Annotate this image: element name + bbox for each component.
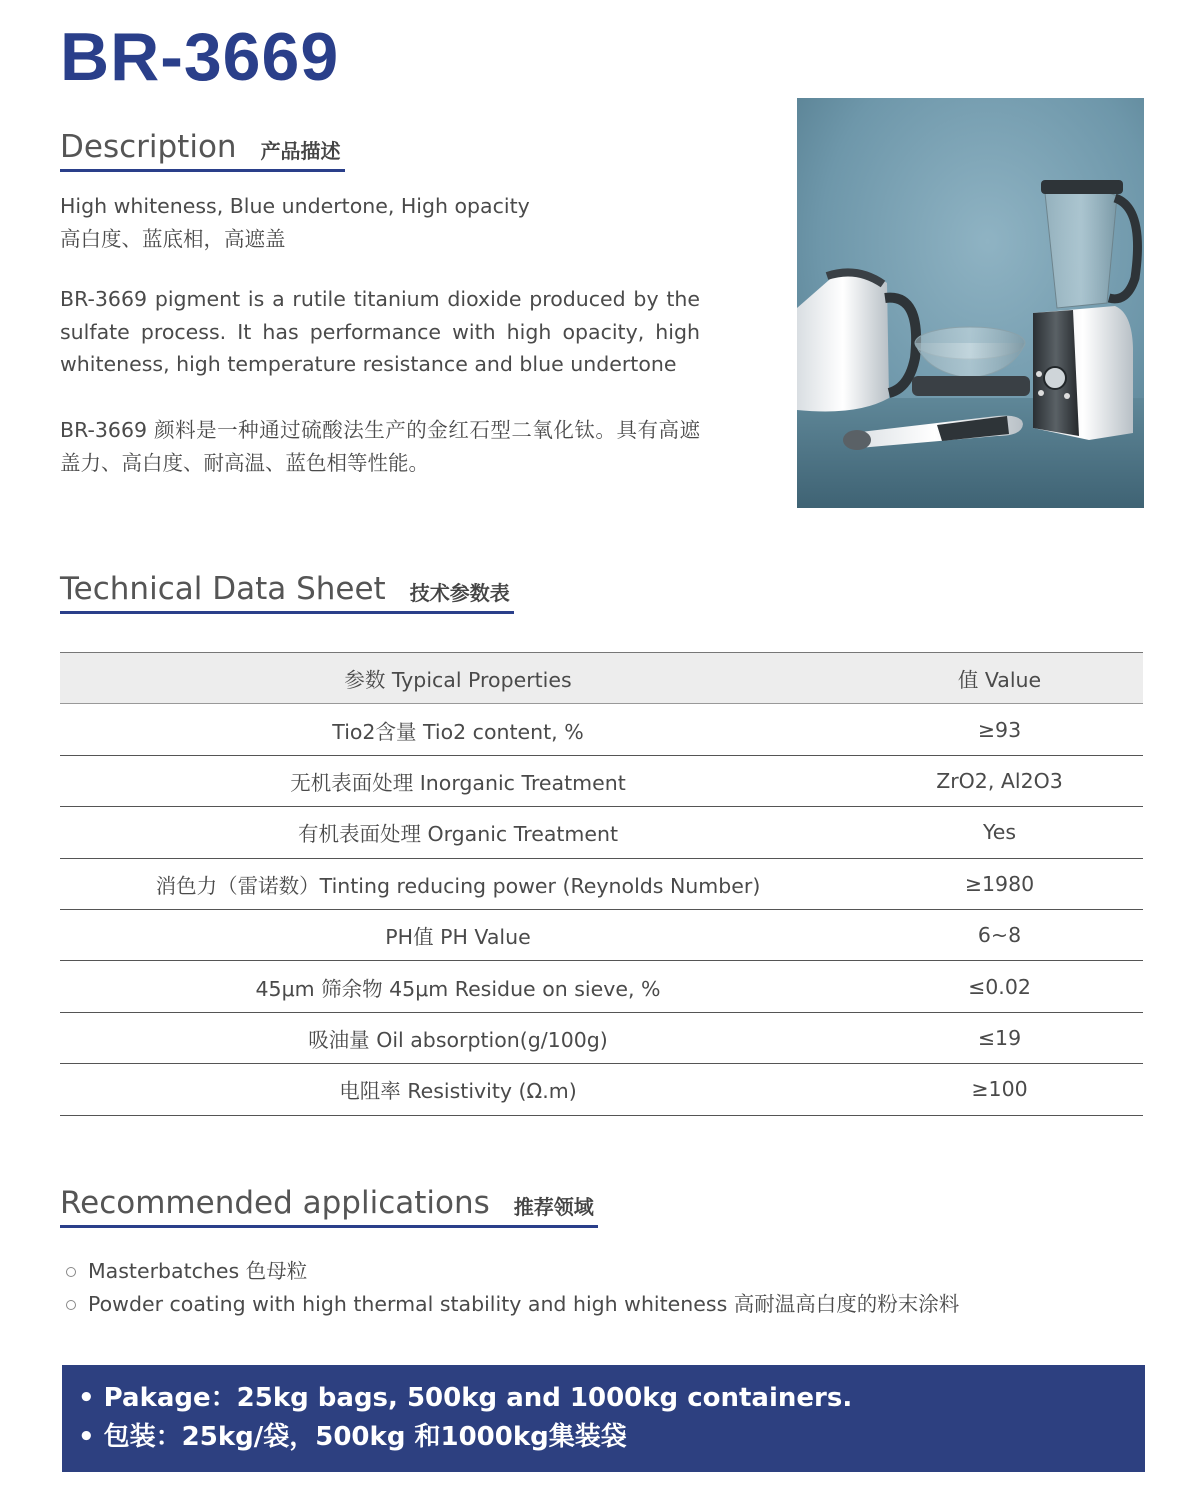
value-cell: ≤19 — [856, 1012, 1143, 1063]
description-summary — [60, 190, 700, 255]
property-cell: Tio2含量 Tio2 content, % — [60, 704, 856, 755]
applications-list — [66, 1255, 959, 1321]
table-row — [60, 807, 1143, 858]
package-line-zh: • 包装：25kg/袋，500kg 和1000kg集装袋 — [78, 1422, 627, 1452]
applications-heading-en: Recommended applications — [60, 1185, 490, 1221]
value-cell: Yes — [856, 807, 1143, 858]
value-cell: ≥93 — [856, 704, 1143, 755]
description-summary-en: High whiteness, Blue undertone, High opacity — [60, 194, 530, 218]
column-header-value: 值 Value — [856, 653, 1143, 704]
application-text: Powder coating with high thermal stability and high whiteness 高耐温高白度的粉末涂料 — [88, 1292, 960, 1316]
product-photo — [797, 98, 1144, 508]
product-code: BR-3669 — [60, 19, 340, 95]
list-item — [66, 1255, 959, 1288]
value-cell: ZrO2, Al2O3 — [856, 755, 1143, 806]
tds-heading-zh: 技术参数表 — [409, 581, 510, 605]
table-row — [60, 1064, 1143, 1115]
bullet-circle-icon — [66, 1267, 76, 1277]
bullet-circle-icon — [66, 1300, 76, 1310]
table-row — [60, 961, 1143, 1012]
application-text: Masterbatches 色母粒 — [88, 1259, 308, 1283]
package-line-en: • Pakage：25kg bags, 500kg and 1000kg containers. — [78, 1383, 853, 1413]
value-cell: ≥1980 — [856, 858, 1143, 909]
table-row — [60, 909, 1143, 960]
table-row — [60, 1012, 1143, 1063]
table-row — [60, 704, 1143, 755]
table-row — [60, 755, 1143, 806]
description-body-zh: BR-3669 颜料是一种通过硫酸法生产的金红石型二氧化钛。具有高遮盖力、高白度、耐高温、蓝色相等性能。 — [60, 418, 700, 475]
value-cell: ≤0.02 — [856, 961, 1143, 1012]
applications-heading — [60, 1185, 598, 1228]
tds-heading-en: Technical Data Sheet — [60, 571, 386, 607]
column-header-property: 参数 Typical Properties — [60, 653, 856, 704]
property-cell: 消色力（雷诺数）Tinting reducing power (Reynolds Number) — [60, 858, 856, 909]
tds-heading — [60, 571, 514, 614]
value-cell: ≥100 — [856, 1064, 1143, 1115]
property-cell: 有机表面处理 Organic Treatment — [60, 807, 856, 858]
property-cell: 电阻率 Resistivity (Ω.m) — [60, 1064, 856, 1115]
applications-heading-zh: 推荐领域 — [513, 1195, 594, 1219]
description-heading-zh: 产品描述 — [260, 139, 341, 163]
property-cell: 45μm 筛余物 45μm Residue on sieve, % — [60, 961, 856, 1012]
description-heading-en: Description — [60, 129, 237, 165]
tds-table — [60, 652, 1143, 1116]
package-banner — [62, 1365, 1145, 1472]
property-cell: PH值 PH Value — [60, 909, 856, 960]
list-item — [66, 1288, 959, 1321]
description-heading — [60, 129, 345, 172]
property-cell: 吸油量 Oil absorption(g/100g) — [60, 1012, 856, 1063]
description-body-en: BR-3669 pigment is a rutile titanium dioxide produced by the sulfate process. It has performance with high opacity, high whiteness, high temperature resistance and blue undertone — [60, 287, 700, 376]
property-cell: 无机表面处理 Inorganic Treatment — [60, 755, 856, 806]
value-cell: 6~8 — [856, 909, 1143, 960]
table-header-row — [60, 653, 1143, 704]
description-summary-zh: 高白度、蓝底相，高遮盖 — [60, 226, 286, 251]
table-row — [60, 858, 1143, 909]
